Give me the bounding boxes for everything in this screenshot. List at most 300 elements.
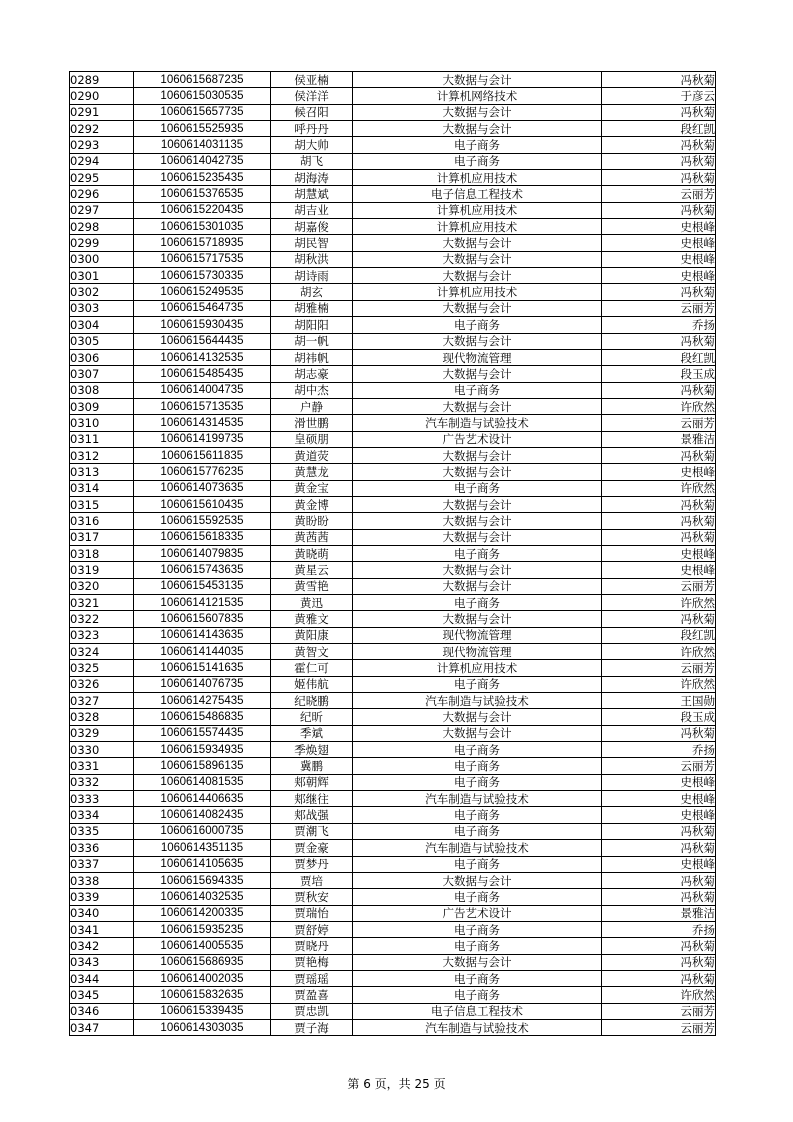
- student-id-cell: 1060614121535: [134, 595, 271, 611]
- student-name-cell: 黄晓萌: [271, 545, 353, 561]
- row-number-cell: 0321: [70, 595, 134, 611]
- table-row: [70, 545, 716, 561]
- table-row: [70, 938, 716, 954]
- table-row: [70, 987, 716, 1003]
- table-row: [70, 202, 716, 218]
- major-cell: 现代物流管理: [353, 627, 602, 643]
- student-name-cell: 霍仁可: [271, 660, 353, 676]
- student-name-cell: 胡民智: [271, 235, 353, 251]
- student-id-cell: 1060615776235: [134, 464, 271, 480]
- row-number-cell: 0295: [70, 170, 134, 186]
- row-number-cell: 0289: [70, 72, 134, 88]
- advisor-cell: 段红凯: [602, 627, 716, 643]
- advisor-cell: 史根峰: [602, 464, 716, 480]
- row-number-cell: 0314: [70, 480, 134, 496]
- table-row: [70, 840, 716, 856]
- row-number-cell: 0307: [70, 366, 134, 382]
- advisor-cell: 段玉成: [602, 709, 716, 725]
- major-cell: 电子商务: [353, 758, 602, 774]
- advisor-cell: 史根峰: [602, 545, 716, 561]
- table-row: [70, 382, 716, 398]
- major-cell: 大数据与会计: [353, 709, 602, 725]
- row-number-cell: 0347: [70, 1019, 134, 1035]
- student-id-cell: 1060615718935: [134, 235, 271, 251]
- student-name-cell: 胡雅楠: [271, 300, 353, 316]
- advisor-cell: 冯秋菊: [602, 153, 716, 169]
- student-name-cell: 季斌: [271, 725, 353, 741]
- advisor-cell: 王国勋: [602, 693, 716, 709]
- student-name-cell: 冀鹏: [271, 758, 353, 774]
- major-cell: 计算机应用技术: [353, 660, 602, 676]
- table-row: [70, 251, 716, 267]
- student-name-cell: 黄雪艳: [271, 578, 353, 594]
- student-name-cell: 贾瑞怡: [271, 905, 353, 921]
- student-name-cell: 黄金宝: [271, 480, 353, 496]
- student-name-cell: 黄茜茜: [271, 529, 353, 545]
- advisor-cell: 史根峰: [602, 268, 716, 284]
- row-number-cell: 0297: [70, 202, 134, 218]
- student-name-cell: 黄阳康: [271, 627, 353, 643]
- advisor-cell: 段红凯: [602, 121, 716, 137]
- row-number-cell: 0322: [70, 611, 134, 627]
- row-number-cell: 0306: [70, 349, 134, 365]
- student-name-cell: 户静: [271, 398, 353, 414]
- table-row: [70, 709, 716, 725]
- major-cell: 电子商务: [353, 153, 602, 169]
- row-number-cell: 0334: [70, 807, 134, 823]
- table-row: [70, 104, 716, 120]
- major-cell: 大数据与会计: [353, 72, 602, 88]
- advisor-cell: 冯秋菊: [602, 284, 716, 300]
- student-id-cell: 1060615713535: [134, 398, 271, 414]
- student-id-cell: 1060614079835: [134, 545, 271, 561]
- student-name-cell: 贾秋安: [271, 889, 353, 905]
- advisor-cell: 云丽芳: [602, 415, 716, 431]
- student-id-cell: 1060614042735: [134, 153, 271, 169]
- student-name-cell: 贾培: [271, 872, 353, 888]
- advisor-cell: 许欣然: [602, 480, 716, 496]
- advisor-cell: 冯秋菊: [602, 954, 716, 970]
- major-cell: 大数据与会计: [353, 496, 602, 512]
- advisor-cell: 冯秋菊: [602, 840, 716, 856]
- advisor-cell: 许欣然: [602, 644, 716, 660]
- student-name-cell: 胡玄: [271, 284, 353, 300]
- row-number-cell: 0337: [70, 856, 134, 872]
- advisor-cell: 冯秋菊: [602, 513, 716, 529]
- table-row: [70, 366, 716, 382]
- major-cell: 汽车制造与试验技术: [353, 415, 602, 431]
- table-row: [70, 121, 716, 137]
- advisor-cell: 许欣然: [602, 398, 716, 414]
- row-number-cell: 0324: [70, 644, 134, 660]
- advisor-cell: 许欣然: [602, 595, 716, 611]
- student-name-cell: 姬伟航: [271, 676, 353, 692]
- table-row: [70, 889, 716, 905]
- major-cell: 大数据与会计: [353, 513, 602, 529]
- major-cell: 计算机应用技术: [353, 284, 602, 300]
- student-id-cell: 1060614303035: [134, 1019, 271, 1035]
- table-row: [70, 464, 716, 480]
- major-cell: 大数据与会计: [353, 251, 602, 267]
- row-number-cell: 0317: [70, 529, 134, 545]
- advisor-cell: 段红凯: [602, 349, 716, 365]
- student-id-cell: 1060615376535: [134, 186, 271, 202]
- advisor-cell: 冯秋菊: [602, 889, 716, 905]
- advisor-cell: 乔扬: [602, 742, 716, 758]
- table-row: [70, 856, 716, 872]
- major-cell: 电子商务: [353, 987, 602, 1003]
- student-id-cell: 1060615743635: [134, 562, 271, 578]
- major-cell: 大数据与会计: [353, 447, 602, 463]
- student-name-cell: 贾瑶瑶: [271, 970, 353, 986]
- student-name-cell: 侯洋洋: [271, 88, 353, 104]
- major-cell: 电子信息工程技术: [353, 186, 602, 202]
- major-cell: 电子商务: [353, 823, 602, 839]
- advisor-cell: 景雅洁: [602, 905, 716, 921]
- advisor-cell: 史根峰: [602, 856, 716, 872]
- major-cell: 大数据与会计: [353, 562, 602, 578]
- table-row: [70, 398, 716, 414]
- major-cell: 大数据与会计: [353, 398, 602, 414]
- major-cell: 电子商务: [353, 595, 602, 611]
- student-id-cell: 1060615453135: [134, 578, 271, 594]
- student-table: [69, 71, 716, 1036]
- student-name-cell: 侯亚楠: [271, 72, 353, 88]
- student-id-cell: 1060614002035: [134, 970, 271, 986]
- major-cell: 大数据与会计: [353, 578, 602, 594]
- row-number-cell: 0292: [70, 121, 134, 137]
- row-number-cell: 0329: [70, 725, 134, 741]
- student-name-cell: 贾忠凯: [271, 1003, 353, 1019]
- major-cell: 电子商务: [353, 317, 602, 333]
- advisor-cell: 史根峰: [602, 791, 716, 807]
- student-id-cell: 1060614005535: [134, 938, 271, 954]
- major-cell: 大数据与会计: [353, 333, 602, 349]
- table-row: [70, 496, 716, 512]
- row-number-cell: 0328: [70, 709, 134, 725]
- major-cell: 大数据与会计: [353, 366, 602, 382]
- student-id-cell: 1060615657735: [134, 104, 271, 120]
- table-row: [70, 676, 716, 692]
- student-id-cell: 1060615339435: [134, 1003, 271, 1019]
- table-row: [70, 970, 716, 986]
- advisor-cell: 史根峰: [602, 235, 716, 251]
- major-cell: 电子信息工程技术: [353, 1003, 602, 1019]
- advisor-cell: 冯秋菊: [602, 938, 716, 954]
- major-cell: 大数据与会计: [353, 611, 602, 627]
- student-name-cell: 郏战强: [271, 807, 353, 823]
- row-number-cell: 0332: [70, 774, 134, 790]
- advisor-cell: 冯秋菊: [602, 170, 716, 186]
- student-id-cell: 1060615930435: [134, 317, 271, 333]
- table-row: [70, 611, 716, 627]
- major-cell: 电子商务: [353, 938, 602, 954]
- major-cell: 电子商务: [353, 137, 602, 153]
- row-number-cell: 0305: [70, 333, 134, 349]
- student-id-cell: 1060614004735: [134, 382, 271, 398]
- major-cell: 电子商务: [353, 545, 602, 561]
- row-number-cell: 0294: [70, 153, 134, 169]
- student-id-cell: 1060615687235: [134, 72, 271, 88]
- student-name-cell: 纪昕: [271, 709, 353, 725]
- student-id-cell: 1060615686935: [134, 954, 271, 970]
- student-name-cell: 胡海涛: [271, 170, 353, 186]
- student-name-cell: 候召阳: [271, 104, 353, 120]
- student-name-cell: 胡慧斌: [271, 186, 353, 202]
- table-row: [70, 627, 716, 643]
- student-name-cell: 黄智文: [271, 644, 353, 660]
- major-cell: 电子商务: [353, 382, 602, 398]
- table-body: [70, 72, 716, 1036]
- row-number-cell: 0338: [70, 872, 134, 888]
- student-id-cell: 1060614351135: [134, 840, 271, 856]
- advisor-cell: 冯秋菊: [602, 104, 716, 120]
- row-number-cell: 0309: [70, 398, 134, 414]
- student-id-cell: 1060614081535: [134, 774, 271, 790]
- table-row: [70, 872, 716, 888]
- major-cell: 大数据与会计: [353, 104, 602, 120]
- student-id-cell: 1060615249535: [134, 284, 271, 300]
- table-row: [70, 72, 716, 88]
- advisor-cell: 冯秋菊: [602, 202, 716, 218]
- student-name-cell: 黄盼盼: [271, 513, 353, 529]
- row-number-cell: 0318: [70, 545, 134, 561]
- advisor-cell: 史根峰: [602, 251, 716, 267]
- student-name-cell: 胡飞: [271, 153, 353, 169]
- advisor-cell: 冯秋菊: [602, 333, 716, 349]
- advisor-cell: 史根峰: [602, 807, 716, 823]
- student-id-cell: 1060614032535: [134, 889, 271, 905]
- advisor-cell: 云丽芳: [602, 300, 716, 316]
- major-cell: 大数据与会计: [353, 235, 602, 251]
- student-id-cell: 1060615832635: [134, 987, 271, 1003]
- student-id-cell: 1060615896135: [134, 758, 271, 774]
- table-row: [70, 529, 716, 545]
- advisor-cell: 许欣然: [602, 987, 716, 1003]
- table-row: [70, 513, 716, 529]
- student-id-cell: 1060615611835: [134, 447, 271, 463]
- table-row: [70, 644, 716, 660]
- student-id-cell: 1060614132535: [134, 349, 271, 365]
- student-id-cell: 1060615935235: [134, 921, 271, 937]
- advisor-cell: 许欣然: [602, 676, 716, 692]
- row-number-cell: 0301: [70, 268, 134, 284]
- row-number-cell: 0344: [70, 970, 134, 986]
- student-id-cell: 1060615464735: [134, 300, 271, 316]
- student-id-cell: 1060614076735: [134, 676, 271, 692]
- student-id-cell: 1060615301035: [134, 219, 271, 235]
- table-row: [70, 774, 716, 790]
- row-number-cell: 0323: [70, 627, 134, 643]
- table-row: [70, 823, 716, 839]
- advisor-cell: 冯秋菊: [602, 725, 716, 741]
- advisor-cell: 冯秋菊: [602, 529, 716, 545]
- student-name-cell: 滑世鹏: [271, 415, 353, 431]
- row-number-cell: 0310: [70, 415, 134, 431]
- student-name-cell: 呼丹丹: [271, 121, 353, 137]
- table-row: [70, 807, 716, 823]
- student-id-cell: 1060615730335: [134, 268, 271, 284]
- student-id-cell: 1060614314535: [134, 415, 271, 431]
- row-number-cell: 0312: [70, 447, 134, 463]
- table-row: [70, 186, 716, 202]
- student-name-cell: 纪晓鹏: [271, 693, 353, 709]
- student-name-cell: 季焕翅: [271, 742, 353, 758]
- table-row: [70, 235, 716, 251]
- table-row: [70, 660, 716, 676]
- advisor-cell: 史根峰: [602, 219, 716, 235]
- row-number-cell: 0343: [70, 954, 134, 970]
- table-row: [70, 578, 716, 594]
- row-number-cell: 0346: [70, 1003, 134, 1019]
- student-id-cell: 1060615486835: [134, 709, 271, 725]
- table-row: [70, 153, 716, 169]
- row-number-cell: 0308: [70, 382, 134, 398]
- student-name-cell: 贾盈喜: [271, 987, 353, 1003]
- row-number-cell: 0302: [70, 284, 134, 300]
- row-number-cell: 0299: [70, 235, 134, 251]
- row-number-cell: 0313: [70, 464, 134, 480]
- table-row: [70, 415, 716, 431]
- table-row: [70, 954, 716, 970]
- student-name-cell: 贾子海: [271, 1019, 353, 1035]
- advisor-cell: 段玉成: [602, 366, 716, 382]
- student-name-cell: 胡志豪: [271, 366, 353, 382]
- student-id-cell: 1060614406635: [134, 791, 271, 807]
- advisor-cell: 乔扬: [602, 921, 716, 937]
- row-number-cell: 0330: [70, 742, 134, 758]
- advisor-cell: 史根峰: [602, 774, 716, 790]
- table-row: [70, 170, 716, 186]
- student-id-cell: 1060615610435: [134, 496, 271, 512]
- advisor-cell: 冯秋菊: [602, 611, 716, 627]
- major-cell: 大数据与会计: [353, 268, 602, 284]
- row-number-cell: 0340: [70, 905, 134, 921]
- row-number-cell: 0316: [70, 513, 134, 529]
- table-row: [70, 447, 716, 463]
- student-name-cell: 贾艳梅: [271, 954, 353, 970]
- row-number-cell: 0296: [70, 186, 134, 202]
- major-cell: 大数据与会计: [353, 872, 602, 888]
- table-row: [70, 562, 716, 578]
- table-row: [70, 480, 716, 496]
- table-row: [70, 921, 716, 937]
- student-id-cell: 1060615592535: [134, 513, 271, 529]
- table-row: [70, 88, 716, 104]
- row-number-cell: 0325: [70, 660, 134, 676]
- major-cell: 电子商务: [353, 480, 602, 496]
- student-id-cell: 1060614200335: [134, 905, 271, 921]
- student-name-cell: 郏朝辉: [271, 774, 353, 790]
- major-cell: 汽车制造与试验技术: [353, 693, 602, 709]
- major-cell: 大数据与会计: [353, 725, 602, 741]
- row-number-cell: 0331: [70, 758, 134, 774]
- student-name-cell: 胡阳阳: [271, 317, 353, 333]
- major-cell: 电子商务: [353, 970, 602, 986]
- row-number-cell: 0333: [70, 791, 134, 807]
- row-number-cell: 0303: [70, 300, 134, 316]
- major-cell: 大数据与会计: [353, 464, 602, 480]
- advisor-cell: 云丽芳: [602, 186, 716, 202]
- major-cell: 大数据与会计: [353, 529, 602, 545]
- student-id-cell: 1060615934935: [134, 742, 271, 758]
- row-number-cell: 0341: [70, 921, 134, 937]
- row-number-cell: 0339: [70, 889, 134, 905]
- table-row: [70, 268, 716, 284]
- major-cell: 广告艺术设计: [353, 905, 602, 921]
- student-name-cell: 胡大帅: [271, 137, 353, 153]
- table-row: [70, 317, 716, 333]
- student-id-cell: 1060615618335: [134, 529, 271, 545]
- advisor-cell: 冯秋菊: [602, 382, 716, 398]
- student-id-cell: 1060614031135: [134, 137, 271, 153]
- major-cell: 电子商务: [353, 774, 602, 790]
- row-number-cell: 0304: [70, 317, 134, 333]
- table-row: [70, 137, 716, 153]
- major-cell: 计算机网络技术: [353, 88, 602, 104]
- major-cell: 计算机应用技术: [353, 202, 602, 218]
- advisor-cell: 冯秋菊: [602, 496, 716, 512]
- table-row: [70, 1019, 716, 1035]
- advisor-cell: 景雅洁: [602, 431, 716, 447]
- table-row: [70, 725, 716, 741]
- student-id-cell: 1060615607835: [134, 611, 271, 627]
- student-id-cell: 1060615525935: [134, 121, 271, 137]
- advisor-cell: 云丽芳: [602, 660, 716, 676]
- student-name-cell: 黄星云: [271, 562, 353, 578]
- student-name-cell: 贾舒婷: [271, 921, 353, 937]
- row-number-cell: 0326: [70, 676, 134, 692]
- row-number-cell: 0315: [70, 496, 134, 512]
- major-cell: 电子商务: [353, 889, 602, 905]
- student-id-cell: 1060615717535: [134, 251, 271, 267]
- student-id-cell: 1060615141635: [134, 660, 271, 676]
- major-cell: 现代物流管理: [353, 349, 602, 365]
- row-number-cell: 0335: [70, 823, 134, 839]
- major-cell: 计算机应用技术: [353, 219, 602, 235]
- page-footer: 第 6 页，共 25 页: [347, 1077, 446, 1091]
- major-cell: 电子商务: [353, 921, 602, 937]
- student-id-cell: 1060614143635: [134, 627, 271, 643]
- student-name-cell: 贾晓丹: [271, 938, 353, 954]
- advisor-cell: 冯秋菊: [602, 872, 716, 888]
- row-number-cell: 0319: [70, 562, 134, 578]
- row-number-cell: 0291: [70, 104, 134, 120]
- student-name-cell: 黄金博: [271, 496, 353, 512]
- advisor-cell: 冯秋菊: [602, 137, 716, 153]
- major-cell: 汽车制造与试验技术: [353, 791, 602, 807]
- student-name-cell: 贾金豪: [271, 840, 353, 856]
- table-row: [70, 219, 716, 235]
- student-id-cell: 1060614082435: [134, 807, 271, 823]
- major-cell: 电子商务: [353, 742, 602, 758]
- student-name-cell: 皇硕朋: [271, 431, 353, 447]
- student-id-cell: 1060615235435: [134, 170, 271, 186]
- student-id-cell: 1060614105635: [134, 856, 271, 872]
- advisor-cell: 于彦云: [602, 88, 716, 104]
- student-id-cell: 1060614073635: [134, 480, 271, 496]
- student-id-cell: 1060616000735: [134, 823, 271, 839]
- student-name-cell: 贾梦丹: [271, 856, 353, 872]
- student-name-cell: 胡秋洪: [271, 251, 353, 267]
- student-name-cell: 黄迅: [271, 595, 353, 611]
- row-number-cell: 0342: [70, 938, 134, 954]
- table-row: [70, 791, 716, 807]
- table-row: [70, 1003, 716, 1019]
- advisor-cell: 云丽芳: [602, 578, 716, 594]
- row-number-cell: 0327: [70, 693, 134, 709]
- row-number-cell: 0298: [70, 219, 134, 235]
